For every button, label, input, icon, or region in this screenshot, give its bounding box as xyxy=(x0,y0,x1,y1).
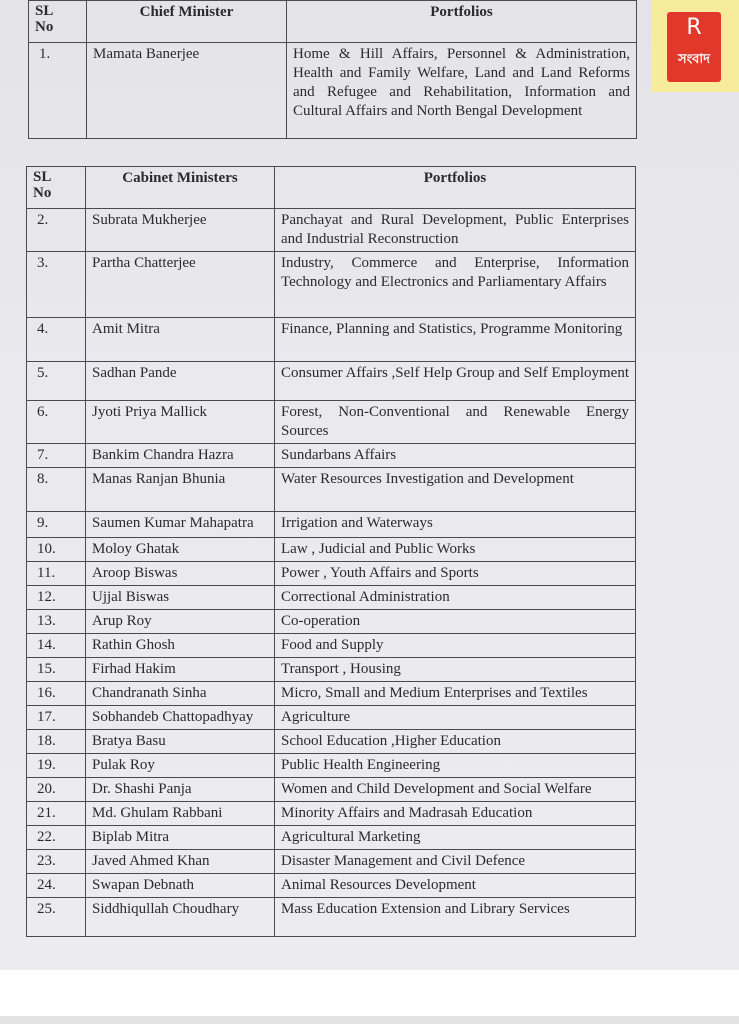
sl-no-cell: 11. xyxy=(27,562,86,586)
sl-no-cell: 2. xyxy=(27,209,86,252)
sl-no-header: SL No xyxy=(29,1,87,43)
logo-badge xyxy=(667,12,721,82)
table-row xyxy=(27,401,636,444)
sl-no-cell: 24. xyxy=(27,874,86,898)
cabinet-ministers-table xyxy=(26,166,636,937)
sl-no-cell: 16. xyxy=(27,682,86,706)
minister-name-cell: Partha Chatterjee xyxy=(86,252,275,318)
minister-name-cell: Siddhiqullah Choudhary xyxy=(86,898,275,937)
portfolios-cell: Minority Affairs and Madrasah Education xyxy=(275,802,636,826)
cabinet-ministers-header: Cabinet Ministers xyxy=(86,167,275,209)
sl-no-cell: 14. xyxy=(27,634,86,658)
portfolios-cell: Disaster Management and Civil Defence xyxy=(275,850,636,874)
sl-no-cell: 20. xyxy=(27,778,86,802)
minister-name-cell: Dr. Shashi Panja xyxy=(86,778,275,802)
minister-name-cell: Biplab Mitra xyxy=(86,826,275,850)
news-logo xyxy=(651,0,739,92)
table-row xyxy=(27,730,636,754)
sl-no-cell: 13. xyxy=(27,610,86,634)
portfolios-cell: Finance, Planning and Statistics, Programme Monitoring xyxy=(275,318,636,362)
portfolios-cell: School Education ,Higher Education xyxy=(275,730,636,754)
table-row xyxy=(27,634,636,658)
sl-no-cell: 12. xyxy=(27,586,86,610)
minister-name-cell: Arup Roy xyxy=(86,610,275,634)
minister-name-cell: Subrata Mukherjee xyxy=(86,209,275,252)
minister-name-cell: Rathin Ghosh xyxy=(86,634,275,658)
portfolios-cell: Sundarbans Affairs xyxy=(275,444,636,468)
minister-name-cell: Pulak Roy xyxy=(86,754,275,778)
table-row xyxy=(27,826,636,850)
table-row xyxy=(27,802,636,826)
table-row xyxy=(27,538,636,562)
table-row xyxy=(27,318,636,362)
table-row xyxy=(27,362,636,401)
portfolios-cell: Water Resources Investigation and Development xyxy=(275,468,636,512)
minister-name-cell: Manas Ranjan Bhunia xyxy=(86,468,275,512)
minister-name-cell: Firhad Hakim xyxy=(86,658,275,682)
sl-no-cell: 5. xyxy=(27,362,86,401)
table-header-row xyxy=(29,1,637,43)
sl-no-cell: 25. xyxy=(27,898,86,937)
sl-no-cell: 3. xyxy=(27,252,86,318)
sl-no-cell: 19. xyxy=(27,754,86,778)
table-row xyxy=(29,43,637,139)
portfolios-cell: Agriculture xyxy=(275,706,636,730)
portfolios-cell: Industry, Commerce and Enterprise, Information Technology and Electronics and Parliamentary Affairs xyxy=(275,252,636,318)
portfolios-cell: Animal Resources Development xyxy=(275,874,636,898)
minister-name-cell: Amit Mitra xyxy=(86,318,275,362)
table-row xyxy=(27,682,636,706)
sl-no-cell: 1. xyxy=(29,43,87,139)
sl-no-cell: 9. xyxy=(27,512,86,538)
sl-no-cell: 4. xyxy=(27,318,86,362)
portfolios-cell: Forest, Non-Conventional and Renewable Energy Sources xyxy=(275,401,636,444)
table-row xyxy=(27,562,636,586)
minister-name-cell: Mamata Banerjee xyxy=(87,43,287,139)
sl-no-cell: 8. xyxy=(27,468,86,512)
portfolios-cell: Correctional Administration xyxy=(275,586,636,610)
logo-letter: R xyxy=(686,15,702,40)
sl-no-cell: 6. xyxy=(27,401,86,444)
sl-no-cell: 15. xyxy=(27,658,86,682)
portfolios-cell: Mass Education Extension and Library Services xyxy=(275,898,636,937)
portfolios-cell: Irrigation and Waterways xyxy=(275,512,636,538)
portfolios-cell: Panchayat and Rural Development, Public Enterprises and Industrial Reconstruction xyxy=(275,209,636,252)
sl-no-header: SL No xyxy=(27,167,86,209)
portfolios-header: Portfolios xyxy=(275,167,636,209)
table-row xyxy=(27,706,636,730)
portfolios-header: Portfolios xyxy=(287,1,637,43)
portfolios-cell: Transport , Housing xyxy=(275,658,636,682)
portfolios-cell: Food and Supply xyxy=(275,634,636,658)
portfolios-cell: Law , Judicial and Public Works xyxy=(275,538,636,562)
minister-name-cell: Aroop Biswas xyxy=(86,562,275,586)
portfolios-cell: Women and Child Development and Social Welfare xyxy=(275,778,636,802)
minister-name-cell: Md. Ghulam Rabbani xyxy=(86,802,275,826)
portfolios-cell: Consumer Affairs ,Self Help Group and Self Employment xyxy=(275,362,636,401)
chief-minister-header: Chief Minister xyxy=(87,1,287,43)
table-row xyxy=(27,754,636,778)
minister-name-cell: Ujjal Biswas xyxy=(86,586,275,610)
table-row xyxy=(27,874,636,898)
minister-name-cell: Sobhandeb Chattopadhyay xyxy=(86,706,275,730)
sl-no-cell: 17. xyxy=(27,706,86,730)
minister-name-cell: Moloy Ghatak xyxy=(86,538,275,562)
table-row xyxy=(27,778,636,802)
sl-no-cell: 7. xyxy=(27,444,86,468)
sl-no-cell: 21. xyxy=(27,802,86,826)
table-row xyxy=(27,444,636,468)
cabinet-table-body xyxy=(27,167,636,937)
minister-name-cell: Bankim Chandra Hazra xyxy=(86,444,275,468)
sl-no-cell: 23. xyxy=(27,850,86,874)
logo-wordmark: সংবাদ xyxy=(677,52,711,67)
portfolios-cell: Home & Hill Affairs, Personnel & Administration, Health and Family Welfare, Land and Land Reforms and Refugee and Rehabilitation, Information and Cultural Affairs and North Bengal Development xyxy=(287,43,637,139)
chief-minister-table xyxy=(28,0,637,139)
table-header-row xyxy=(27,167,636,209)
bottom-divider xyxy=(0,1016,739,1024)
table-row xyxy=(27,898,636,937)
portfolios-cell: Micro, Small and Medium Enterprises and Textiles xyxy=(275,682,636,706)
portfolios-cell: Agricultural Marketing xyxy=(275,826,636,850)
minister-name-cell: Jyoti Priya Mallick xyxy=(86,401,275,444)
table-row xyxy=(27,209,636,252)
minister-name-cell: Saumen Kumar Mahapatra xyxy=(86,512,275,538)
table-row xyxy=(27,512,636,538)
minister-name-cell: Sadhan Pande xyxy=(86,362,275,401)
table-row xyxy=(27,850,636,874)
sl-no-cell: 18. xyxy=(27,730,86,754)
portfolios-cell: Co-operation xyxy=(275,610,636,634)
sl-no-cell: 22. xyxy=(27,826,86,850)
minister-name-cell: Javed Ahmed Khan xyxy=(86,850,275,874)
minister-name-cell: Swapan Debnath xyxy=(86,874,275,898)
portfolios-cell: Power , Youth Affairs and Sports xyxy=(275,562,636,586)
minister-name-cell: Chandranath Sinha xyxy=(86,682,275,706)
table-row xyxy=(27,658,636,682)
minister-name-cell: Bratya Basu xyxy=(86,730,275,754)
sl-no-cell: 10. xyxy=(27,538,86,562)
table-row xyxy=(27,252,636,318)
portfolios-cell: Public Health Engineering xyxy=(275,754,636,778)
table-row xyxy=(27,610,636,634)
table-row xyxy=(27,468,636,512)
table-row xyxy=(27,586,636,610)
